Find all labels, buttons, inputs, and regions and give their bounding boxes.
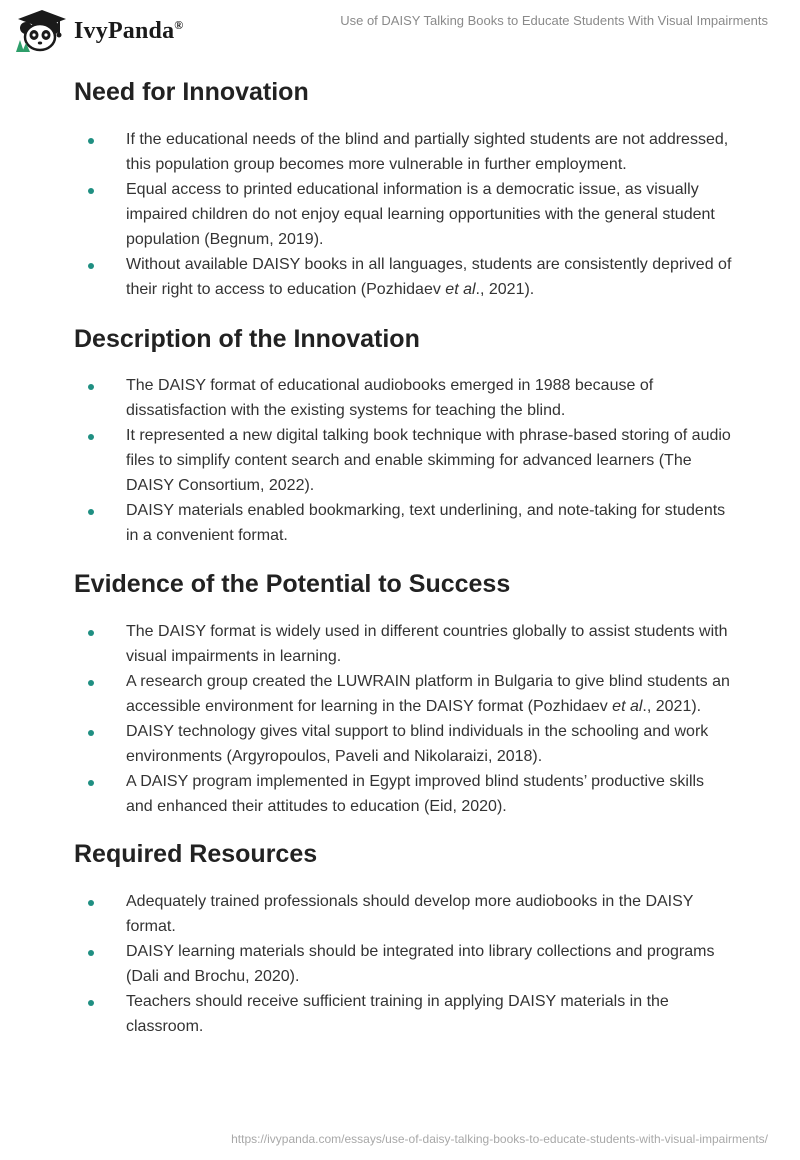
section-heading: Evidence of the Potential to Success	[74, 570, 511, 598]
list-item-text: It represented a new digital talking book technique with phrase-based storing of audio files to simplify content search and enable skimming for advanced learners (The DAISY Consortium, 2022).	[126, 427, 731, 494]
list-item	[74, 989, 734, 1039]
list-item-text: DAISY materials enabled bookmarking, text underlining, and note-taking for students in a convenient format.	[126, 502, 726, 544]
list-item	[74, 889, 734, 939]
list-item-text: The DAISY format of educational audiobooks emerged in 1988 because of dissatisfaction with the existing systems for teaching the blind.	[126, 377, 654, 419]
bullet-dot-icon	[88, 1000, 94, 1006]
bullet-dot-icon	[88, 434, 94, 440]
list-item-text: Teachers should receive sufficient training in applying DAISY materials in the classroom.	[126, 993, 669, 1035]
list-item-text: Adequately trained professionals should develop more audiobooks in the DAISY format.	[126, 893, 694, 935]
source-url[interactable]: https://ivypanda.com/essays/use-of-daisy-talking-books-to-educate-students-with-visual-impairments/	[231, 1132, 768, 1146]
bullet-dot-icon	[88, 630, 94, 636]
list-item	[74, 252, 734, 302]
list-item	[74, 719, 734, 769]
bullet-list	[74, 889, 734, 1039]
section-description-of-innovation	[74, 322, 734, 548]
section-heading: Description of the Innovation	[74, 325, 420, 353]
essay-content	[74, 72, 734, 1039]
bullet-list	[74, 127, 734, 302]
bullet-dot-icon	[88, 950, 94, 956]
bullet-dot-icon	[88, 138, 94, 144]
list-item-text: A research group created the LUWRAIN platform in Bulgaria to give blind students an accessible environment for learning in the DAISY format (Pozhidaev	[126, 673, 730, 715]
page-header	[0, 0, 800, 60]
list-item-text: DAISY technology gives vital support to blind individuals in the schooling and work environments (Argyropoulos, Paveli and Nikolaraizi, 2018).	[126, 723, 709, 765]
panda-graduate-icon	[14, 8, 70, 52]
list-item-text: If the educational needs of the blind and partially sighted students are not addressed, this population group becomes more vulnerable in further employment.	[126, 131, 729, 173]
document-title: Use of DAISY Talking Books to Educate Students With Visual Impairments	[340, 13, 768, 28]
bullet-list	[74, 619, 734, 819]
bullet-dot-icon	[88, 263, 94, 269]
list-item	[74, 127, 734, 177]
section-required-resources	[74, 837, 734, 1039]
list-item	[74, 669, 734, 719]
list-item-text: ., 2021).	[642, 698, 702, 715]
section-heading: Required Resources	[74, 840, 318, 868]
list-item	[74, 373, 734, 423]
brand-name: IvyPanda®	[74, 17, 184, 44]
list-item	[74, 177, 734, 252]
bullet-list	[74, 373, 734, 548]
italic-text: et al	[445, 281, 476, 298]
section-evidence-of-potential	[74, 567, 734, 819]
list-item-text: DAISY learning materials should be integrated into library collections and programs (Dali and Brochu, 2020).	[126, 943, 715, 985]
italic-text: et al	[612, 698, 643, 715]
list-item-text: ., 2021).	[475, 281, 535, 298]
bullet-dot-icon	[88, 384, 94, 390]
list-item	[74, 498, 734, 548]
list-item-text: Without available DAISY books in all languages, students are consistently deprived of their right to access to education (Pozhidaev	[126, 256, 732, 298]
bullet-dot-icon	[88, 900, 94, 906]
list-item	[74, 939, 734, 989]
brand-logo[interactable]	[14, 8, 183, 52]
bullet-dot-icon	[88, 780, 94, 786]
list-item	[74, 769, 734, 819]
section-heading: Need for Innovation	[74, 78, 309, 106]
list-item	[74, 619, 734, 669]
bullet-dot-icon	[88, 680, 94, 686]
bullet-dot-icon	[88, 730, 94, 736]
list-item-text: The DAISY format is widely used in different countries globally to assist students with visual impairments in learning.	[126, 623, 728, 665]
bullet-dot-icon	[88, 188, 94, 194]
bullet-dot-icon	[88, 509, 94, 515]
list-item	[74, 423, 734, 498]
list-item-text: A DAISY program implemented in Egypt improved blind students’ productive skills and enhanced their attitudes to education (Eid, 2020).	[126, 773, 705, 815]
section-need-for-innovation	[74, 75, 734, 302]
list-item-text: Equal access to printed educational information is a democratic issue, as visually impaired children do not enjoy equal learning opportunities with the general student population (Begnum, 2019).	[126, 181, 715, 248]
